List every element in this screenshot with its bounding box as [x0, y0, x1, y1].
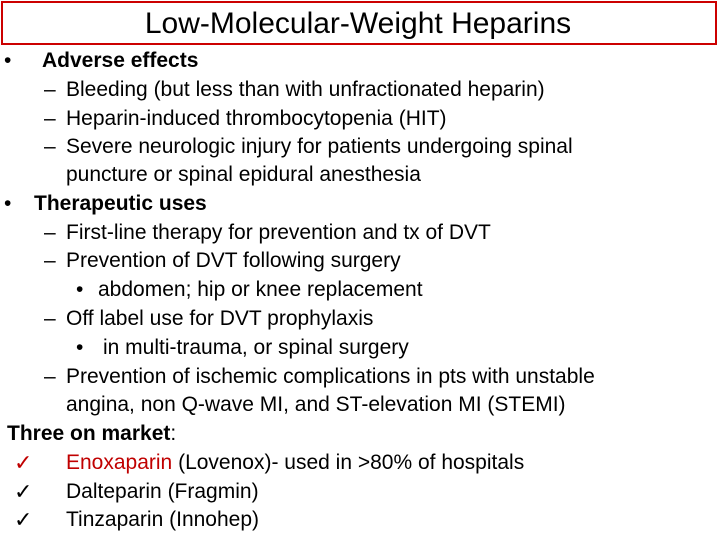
drug-name: Tinzaparin — [66, 508, 164, 531]
dash: – — [44, 249, 56, 272]
dash: – — [44, 78, 56, 101]
market-heading-colon: : — [170, 422, 177, 445]
drug-detail: (Lovenox)- used in >80% of hospitals — [172, 451, 525, 474]
sub-bullet: • — [76, 336, 84, 359]
therapeutic-subitem: abdomen; hip or knee replacement — [98, 278, 423, 301]
market-item — [66, 450, 524, 476]
bullet: • — [4, 49, 12, 72]
adverse-item: Bleeding (but less than with unfractionated heparin) — [66, 78, 545, 101]
adverse-item: Heparin-induced thrombocytopenia (HIT) — [66, 107, 447, 130]
therapeutic-heading: Therapeutic uses — [34, 192, 207, 215]
market-heading — [7, 421, 176, 447]
dash: – — [44, 365, 56, 388]
sub-bullet: • — [76, 278, 84, 301]
therapeutic-item: Off label use for DVT prophylaxis — [66, 307, 374, 330]
check-icon: ✓ — [14, 450, 33, 475]
therapeutic-item-continued: angina, non Q-wave MI, and ST-elevation MI (STEMI) — [66, 393, 566, 416]
therapeutic-item: First-line therapy for prevention and tx of DVT — [66, 221, 491, 244]
adverse-item: Severe neurologic injury for patients undergoing spinal — [66, 135, 573, 158]
therapeutic-subitem: in multi-trauma, or spinal surgery — [103, 336, 409, 359]
therapeutic-item: Prevention of DVT following surgery — [66, 249, 401, 272]
market-heading-label: Three on market — [7, 422, 171, 445]
dash: – — [44, 221, 56, 244]
market-item — [66, 479, 259, 505]
slide-title: Low-Molecular-Weight Heparins — [144, 7, 572, 40]
drug-detail: (Innohep) — [163, 508, 260, 531]
dash: – — [44, 307, 56, 330]
bullet: • — [4, 192, 12, 215]
check-icon: ✓ — [14, 507, 33, 532]
drug-detail: (Fragmin) — [161, 480, 259, 503]
dash: – — [44, 107, 56, 130]
therapeutic-item: Prevention of ischemic complications in pts with unstable — [66, 365, 595, 388]
dash: – — [44, 135, 56, 158]
adverse-item-continued: puncture or spinal epidural anesthesia — [66, 163, 421, 186]
drug-name: Dalteparin — [66, 480, 162, 503]
market-item — [66, 507, 259, 533]
adverse-heading: Adverse effects — [42, 49, 199, 72]
drug-name: Enoxaparin — [66, 451, 173, 474]
check-icon: ✓ — [14, 479, 33, 504]
